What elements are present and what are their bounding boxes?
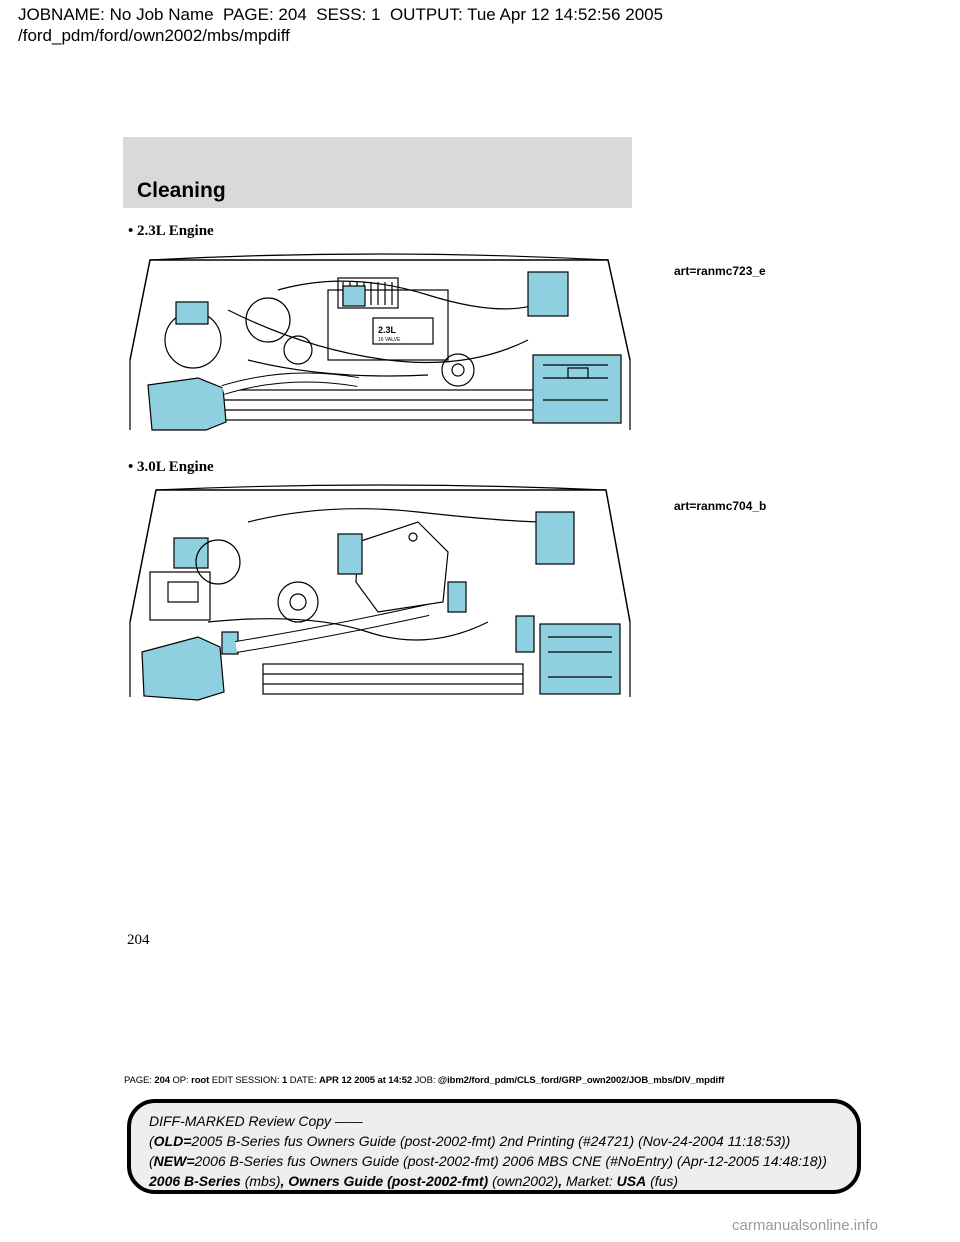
diff-old-label: OLD= (153, 1133, 192, 1149)
diff-vehicle: 2006 B-Series (149, 1173, 241, 1189)
watermark: carmanualsonline.info (732, 1217, 878, 1234)
engine-30-illustration (128, 482, 632, 704)
air-filter-highlight (148, 378, 226, 430)
job-footer (124, 1075, 724, 1086)
diff-old-text: 2005 B-Series fus Owners Guide (post-2002-fmt) 2nd Printing (#24721) (Nov-24-2004 11:18:53)) (191, 1133, 791, 1149)
diff-market: USA (616, 1173, 647, 1189)
air-filter-highlight (142, 637, 224, 700)
diff-new-line (149, 1153, 827, 1169)
bullet-dot: • (128, 223, 134, 239)
diff-title: DIFF-MARKED Review Copy —— (149, 1113, 363, 1129)
brake-reservoir-highlight (448, 582, 466, 612)
diff-new-paren: ( (149, 1153, 154, 1169)
job-header-line2: /ford_pdm/ford/own2002/mbs/mpdiff (18, 26, 290, 45)
oil-filler-highlight (343, 286, 365, 306)
engine-badge-23: 2.3L (378, 325, 397, 335)
footer-job-label: JOB: (414, 1075, 436, 1086)
footer-page: 204 (154, 1075, 170, 1086)
coolant-reservoir-highlight (174, 538, 208, 568)
art-ref-23: art=ranmc723_e (674, 264, 766, 278)
engine-23-caption (128, 223, 214, 240)
footer-page-label: PAGE: (124, 1075, 152, 1086)
diff-old-line (149, 1133, 790, 1149)
footer-op-label: OP: (172, 1075, 189, 1086)
section-title: Cleaning (137, 179, 226, 202)
engine-30-label: 3.0L Engine (137, 459, 214, 475)
oil-filler-highlight (338, 534, 362, 574)
footer-date: APR 12 2005 at 14:52 (319, 1075, 413, 1086)
footer-session: 1 (281, 1075, 288, 1086)
page-number: 204 (127, 932, 150, 948)
diff-review-box (127, 1099, 861, 1194)
diff-new-text: 2006 B-Series fus Owners Guide (post-2002-fmt) 2006 MBS CNE (#NoEntry) (Apr-12-2005 14:48:18)) (194, 1153, 827, 1169)
diff-sep2: , (558, 1173, 567, 1189)
footer-session-label: EDIT SESSION: (211, 1075, 280, 1086)
fuse-box-highlight (536, 512, 574, 564)
bullet-dot: • (128, 459, 134, 475)
coolant-reservoir-highlight (176, 302, 208, 324)
section-header (123, 137, 632, 208)
diff-meta-line (149, 1173, 678, 1189)
engine-23-label: 2.3L Engine (137, 223, 214, 239)
engine-30-caption (128, 459, 214, 476)
diff-guide: Owners Guide (post-2002-fmt) (288, 1173, 489, 1189)
diff-sep1: , (280, 1173, 289, 1189)
art-ref-30: art=ranmc704_b (674, 499, 767, 513)
diff-vehicle-code: (mbs) (240, 1173, 281, 1189)
engine-23-illustration (128, 250, 632, 436)
job-header-line1: JOBNAME: No Job Name PAGE: 204 SESS: 1 OUTPUT: Tue Apr 12 14:52:56 2005 (18, 5, 664, 24)
footer-job: @ibm2/ford_pdm/CLS_ford/GRP_own2002/JOB_mbs/DIV_mpdiff (437, 1075, 725, 1086)
diff-old-paren: ( (149, 1133, 154, 1149)
footer-op: root (191, 1075, 210, 1086)
diff-guide-code: (own2002) (488, 1173, 559, 1189)
battery-highlight (540, 624, 620, 694)
footer-date-label: DATE: (289, 1075, 317, 1086)
job-header (18, 4, 663, 46)
diff-market-code: (fus) (646, 1173, 679, 1189)
diff-market-label: Market: (566, 1173, 617, 1189)
washer-reservoir-highlight (516, 616, 534, 652)
diff-new-label: NEW= (153, 1153, 195, 1169)
engine-badge-23-sub: 16 VALVE (378, 337, 401, 343)
fuse-box-highlight (528, 272, 568, 316)
